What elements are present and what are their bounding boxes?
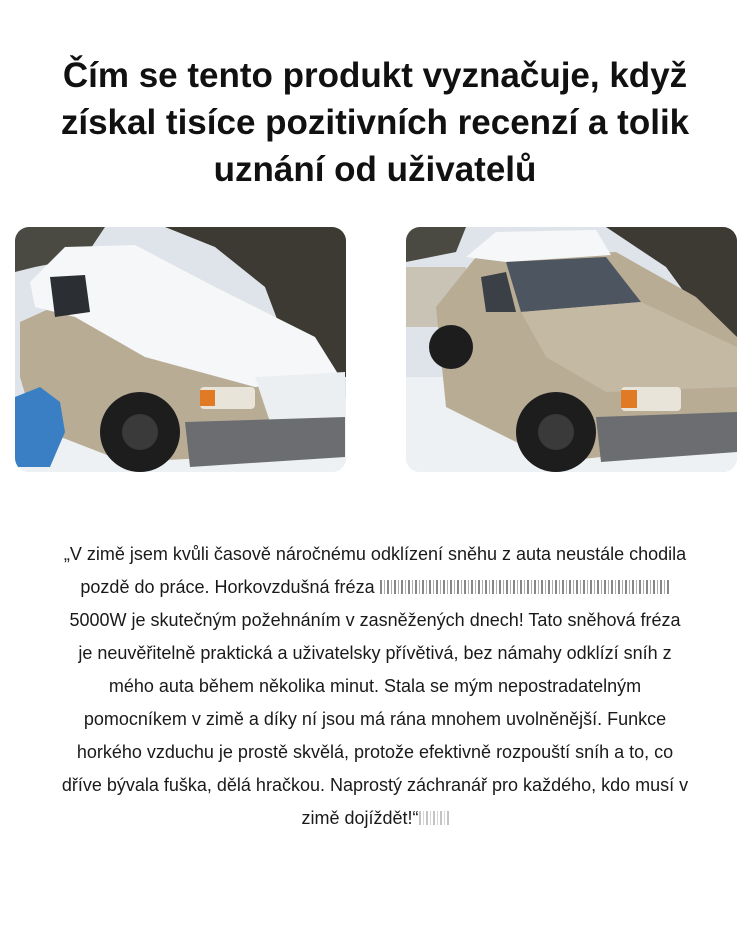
snow-covered-truck-photo xyxy=(15,227,346,472)
truck-before-image xyxy=(15,227,346,472)
redacted-trailing-mark xyxy=(419,811,449,825)
redacted-product-name xyxy=(380,580,670,594)
testimonial-quote xyxy=(60,538,690,835)
truck-after-image xyxy=(406,227,737,472)
testimonial-text-part1: „V zimě jsem kvůli časově náročnému odklízení sněhu z auta neustále chodila pozdě do práce. Horkovzdušná fréza xyxy=(63,544,687,597)
page-title: Čím se tento produkt vyznačuje, když získal tisíce pozitivních recenzí a tolik uznání od uživatelů xyxy=(60,56,690,189)
testimonial-text-part2: 5000W je skutečným požehnáním v zasněžených dnech! Tato sněhová fréza je neuvěřitelně praktická a uživatelsky přívětivá, bez námahy odklízí sníh z mého auta během několika minut. Stala se mým nepostradatelným pomocníkem v zimě a díky ní jsou má rána mnohem uvolněnější. Funkce horkého vzduchu je prostě skvělá, protože efektivně rozpouští sníh a to, co dříve bývala fuška, dělá hračkou. Naprostý záchranář pro každého, kdo musí v zimě dojíždět!“ xyxy=(61,610,689,828)
cleared-truck-photo xyxy=(406,227,737,472)
